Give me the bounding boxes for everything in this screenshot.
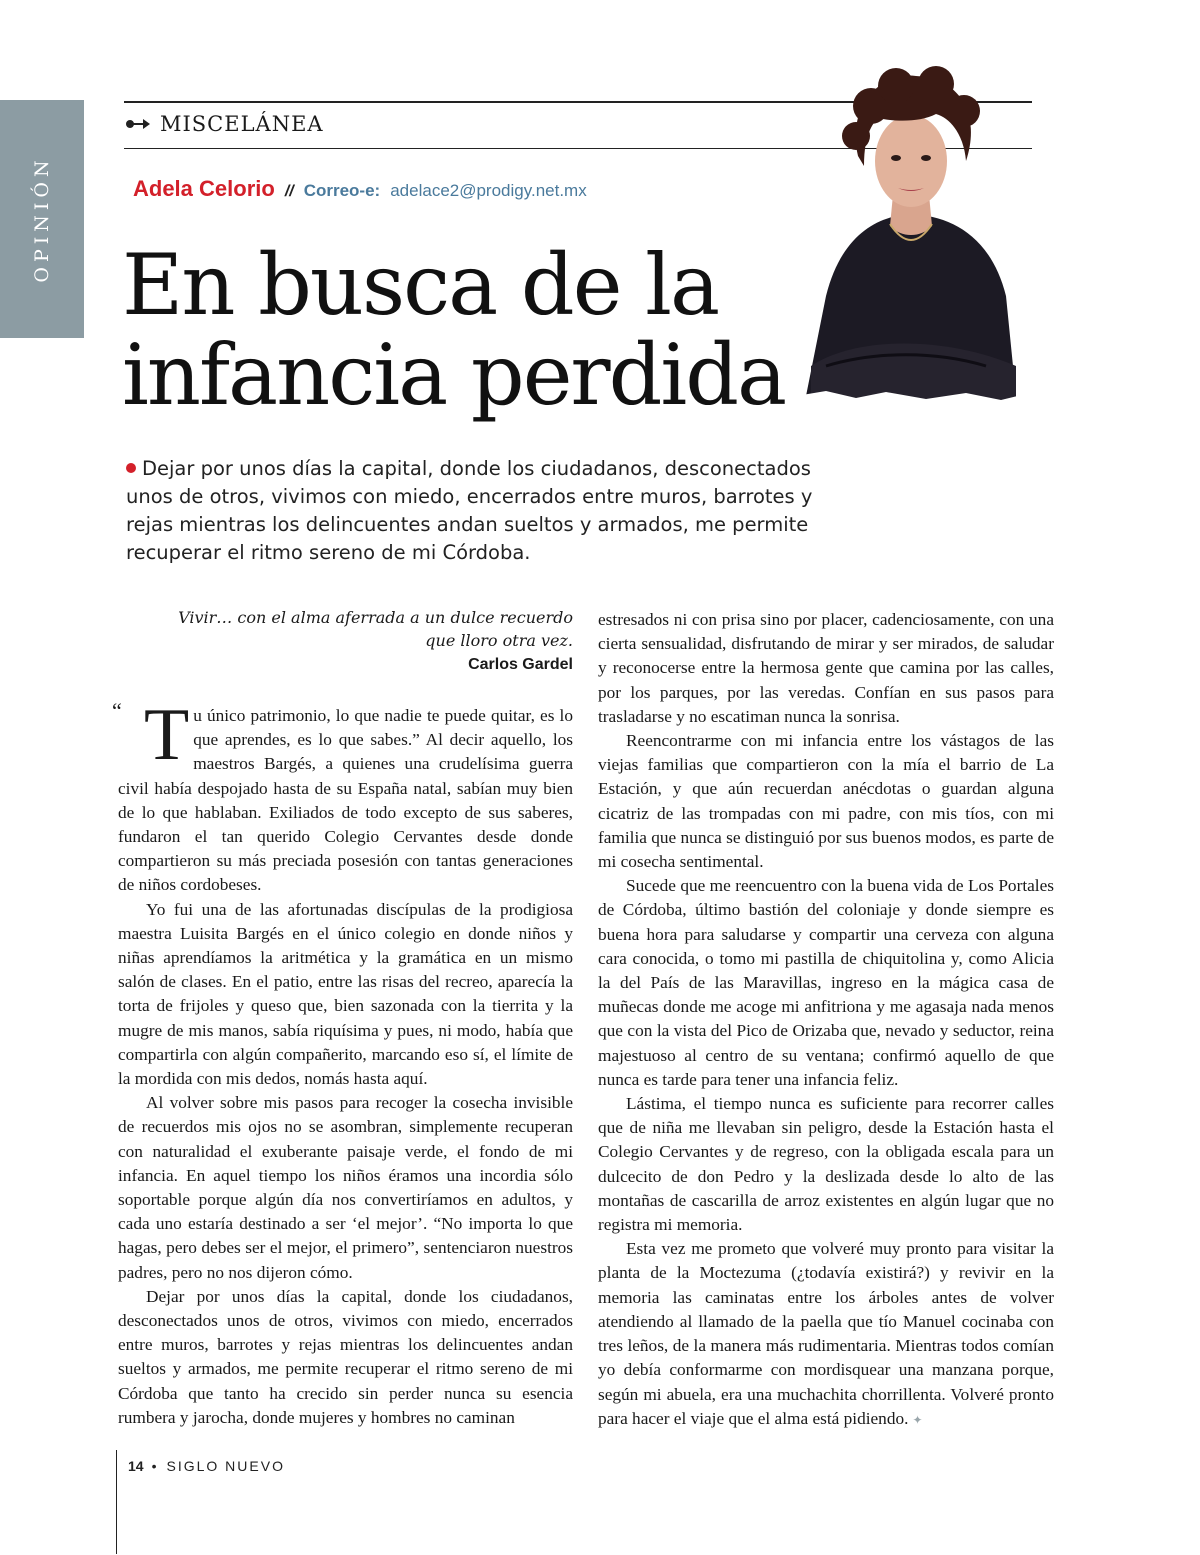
bullet-dot <box>126 463 136 473</box>
email-link[interactable]: adelace2@prodigy.net.mx <box>390 181 587 200</box>
byline <box>133 176 587 202</box>
paragraph-4: Dejar por unos días la capital, donde los ciudadanos, desconectados unos de otros, vivimos con miedo, encerrados entre muros, barrotes y rejas mientras los delincuentes andan sueltos y armados, me permite recuperar el ritmo sereno de mi Córdoba que tanto ha crecido sin perder nunca su esencia rumbera y jarocha, donde mujeres y hombres no caminan <box>118 1286 573 1427</box>
publication-name: SIGLO NUEVO <box>166 1458 285 1474</box>
author-name: Adela Celorio <box>133 176 275 201</box>
first-paragraph <box>112 694 573 898</box>
lead-text: Dejar por unos días la capital, donde los ciudadanos, desconectados unos de otros, vivimos con miedo, encerrados entre muros, barrotes y rejas mientras los delincuentes andan sueltos y armados, me permite recuperar el ritmo sereno de mi Córdoba. <box>126 457 813 564</box>
drop-cap: T <box>144 694 190 776</box>
footer-bullet: • <box>151 1458 159 1474</box>
byline-separator: // <box>284 183 294 200</box>
body-column-right <box>598 608 1054 1432</box>
paragraph-2: Yo fui una de las afortunadas discípulas de la prodigiosa maestra Luisita Bargés en el único colegio en donde niños y niñas aprendíamos la aritmética y la gramática en un mismo salón de clases. En el patio, entre las risas del recreo, aparecía la torta de frijoles y queso que, bien sazonada con la tierrita y la mugre de mis manos, sabía riquísima y pues, ni modo, había que compartirla con algún compañerito, marcando eso sí, el límite de la mordida con mis dedos, nomás hasta aquí. <box>118 899 573 1089</box>
footer-rule <box>116 1450 117 1554</box>
end-mark-icon: ✦ <box>912 1412 923 1427</box>
opening-quote: “ <box>112 698 122 723</box>
epigraph-line-2: que lloro otra vez. <box>425 631 573 650</box>
epigraph-attribution: Carlos Gardel <box>468 656 573 673</box>
paragraph-5: Reencontrarme con mi infancia entre los vástagos de las viejas familias que compartieron con la mía el barrio de La Estación, y que aún recuerdan anécdotas o guardan alguna cicatriz de las trompadas con mi padre, con mis tíos, con mi familia que nunca se distinguió por sus buenos modos, es parte de mi cosecha sentimental. <box>598 731 1054 872</box>
paragraph-1: u único patrimonio, lo que nadie te puede quitar, es lo que aprendes, es lo que sabes.” Al decir aquello, los maestros Bargés, a quienes una crudelísima guerra civil había despojado hasta de su España natal, sabían muy bien de lo que hablaban. Exiliados de todo excepto de sus saberes, fundaron el tan querido Colegio Cervantes desde donde compartieron su más preciada posesión con tantas generaciones de niños cordobeses. <box>118 706 573 895</box>
email-label: Correo-e: <box>303 181 381 200</box>
paragraph-6: Sucede que me reencuentro con la buena vida de Los Portales de Córdoba, último bastión del coloniaje y donde siempre es buena hora para saludarse y compartir una cerveza con alguna cara conocida, o tomo mi pastilla de chiquitolina y, como Alicia la del País de las Maravillas, ingreso en la mágica casa de muñecas donde me acoge mi anfitriona y me agasaja nada menos que con la vista del Pico de Orizaba que, nevado y seductor, reina majestuoso al centro de su ventana; confirmó aquello de que nunca es tarde para tener una infancia feliz. <box>598 876 1054 1089</box>
headline-line-1: En busca de la <box>122 236 719 334</box>
paragraph-3: Al volver sobre mis pasos para recoger la cosecha invisible de recuerdos mis ojos no se asombran, simplemente recuperan con naturalidad el exuberante paisaje verde, el fondo de mi infancia. En aquel tiempo los niños éramos una incordia sólo soportable porque algún día nos convertiríamos en adultos, y cada uno estaría destinado a ser ‘el mejor’. “No importa lo que hagas, pero debes ser el mejor, el primero”, sentenciaron nuestros padres, pero no nos dijeron cómo. <box>118 1093 573 1282</box>
headline <box>122 236 786 424</box>
paragraph-8-wrap <box>598 1237 1054 1432</box>
section-tab <box>0 100 84 338</box>
lead-paragraph <box>126 455 856 567</box>
paragraph-4-continued: estresados ni con prisa sino por placer, cadenciosamente, con una cierta sensualidad, disfrutando de mirar y ser mirados, de saludar y reconocerse entre la hermosa gente que camina por las calles, por los parques, por las veredas. Confían en sus pasos para trasladarse y no escatiman nunca la sonrisa. <box>598 610 1054 726</box>
page-footer <box>128 1458 285 1474</box>
paragraph-8: Esta vez me prometo que volveré muy pronto para visitar la planta de la Moctezuma (¿todavía existirá?) y revivir en la memoria las caminatas entre los árboles antes de volver atendiendo al llamado de la paella que tío Manuel cocinaba con tres leños, de la manera más rudimentaria. Mientras todos comían yo debía conformarme con mordisquear una manzana porque, según mi abuela, era una muchachita chorrillenta. Volveré pronto para hacer el viaje que el alma está pidiendo. <box>598 1239 1054 1428</box>
section-label-text: MISCELÁNEA <box>160 112 324 136</box>
body-column-left <box>112 694 573 1430</box>
epigraph <box>118 606 573 678</box>
key-icon <box>124 117 152 131</box>
epigraph-line-1: Vivir… con el alma aferrada a un dulce recuerdo <box>178 608 573 627</box>
section-label <box>124 112 324 136</box>
headline-line-2: infancia perdida <box>122 326 786 424</box>
author-portrait <box>786 66 1036 416</box>
paragraph-7: Lástima, el tiempo nunca es suficiente para recorrer calles que de niña me llevaban sin peligro, desde la Estación hasta el Colegio Cervantes y de regreso, con la obligada escala para un dulcecito de don Pedro y la deslizada desde lo alto de las montañas de cascarilla de arroz existentes en algún lugar que no registra mi memoria. <box>598 1094 1054 1235</box>
section-tab-label: OPINIÓN <box>31 155 53 283</box>
page-number: 14 <box>128 1458 144 1474</box>
